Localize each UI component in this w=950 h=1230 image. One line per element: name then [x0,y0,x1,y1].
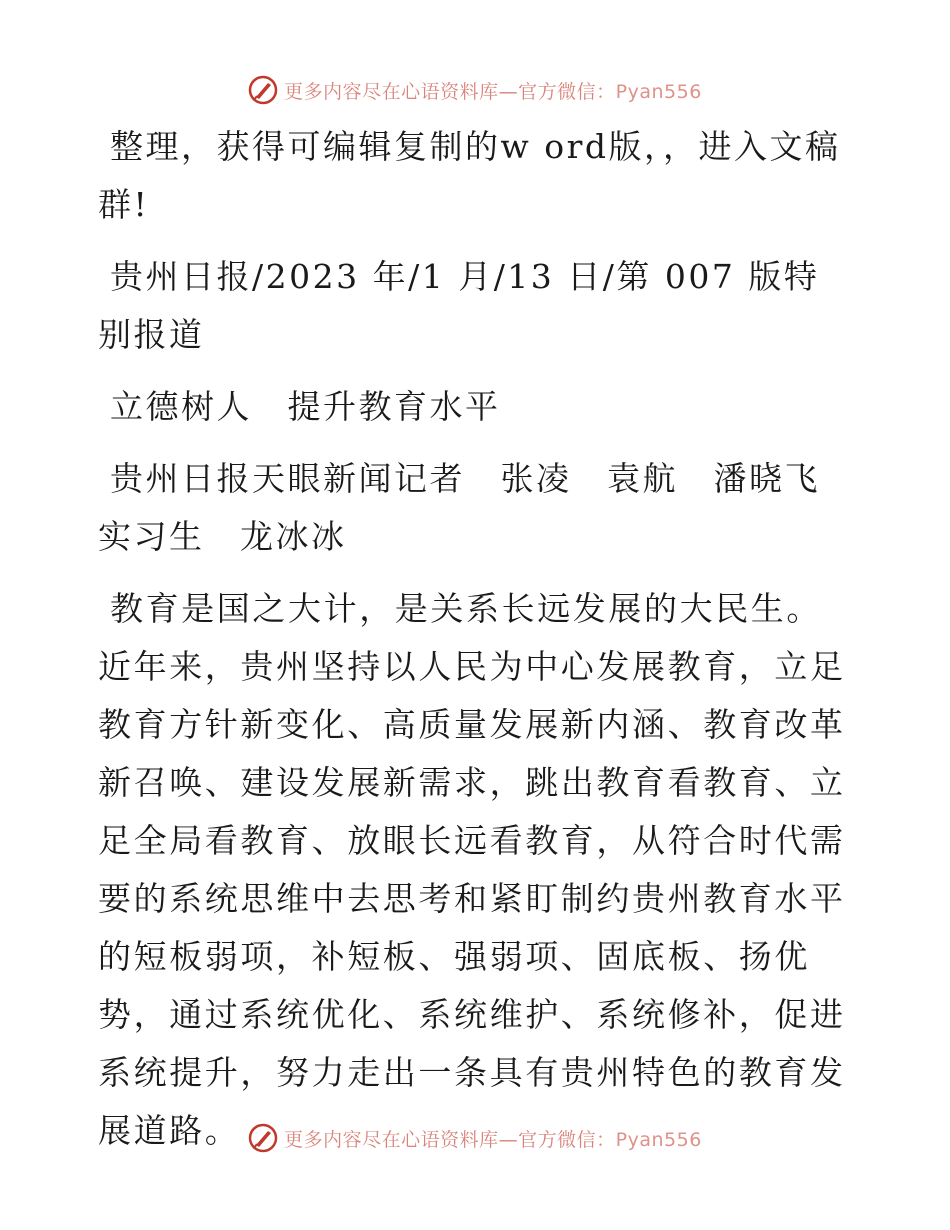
banner-text [284,1125,702,1152]
feather-pen-logo-icon [248,1123,278,1153]
article-title: 立德树人 提升教育水平 [110,387,501,426]
header-watermark-banner [0,70,950,110]
document-body [98,118,856,1174]
banner-label: 更多内容尽在心语资料库—官方微信： [284,1128,616,1151]
banner-text [284,77,702,104]
banner-handle: Pyan556 [615,80,702,103]
body-paragraph: 教育是国之大计，是关系长远发展的大民生。近年来，贵州坚持以人民为中心发展教育，立足教育方针新变化、高质量发展新内涵、教育改革新召唤、建设发展新需求，跳出教育看教育、立足全局看教育、放眼长远看教育，从符合时代需要的系统思维中去思考和紧盯制约贵州教育水平的短板弱项，补短板、强弱项、固底板、扬优势，通过系统优化、系统维护、系统修补，促进系统提升，努力走出一条具有贵州特色的教育发展道路。 [98,589,846,1150]
source-line: 贵州日报/2023 年/1 月/13 日/第 007 版特别报道 [98,257,820,354]
banner-label: 更多内容尽在心语资料库—官方微信： [284,80,616,103]
feather-pen-logo-icon [248,75,278,105]
byline: 贵州日报天眼新闻记者 张凌 袁航 潘晓飞 实习生 龙冰冰 [98,459,856,556]
banner-handle: Pyan556 [615,1128,702,1151]
intro-note: 整理，获得可编辑复制的w ord版，，进入文稿群! [98,127,841,224]
footer-watermark-banner [0,1118,950,1158]
